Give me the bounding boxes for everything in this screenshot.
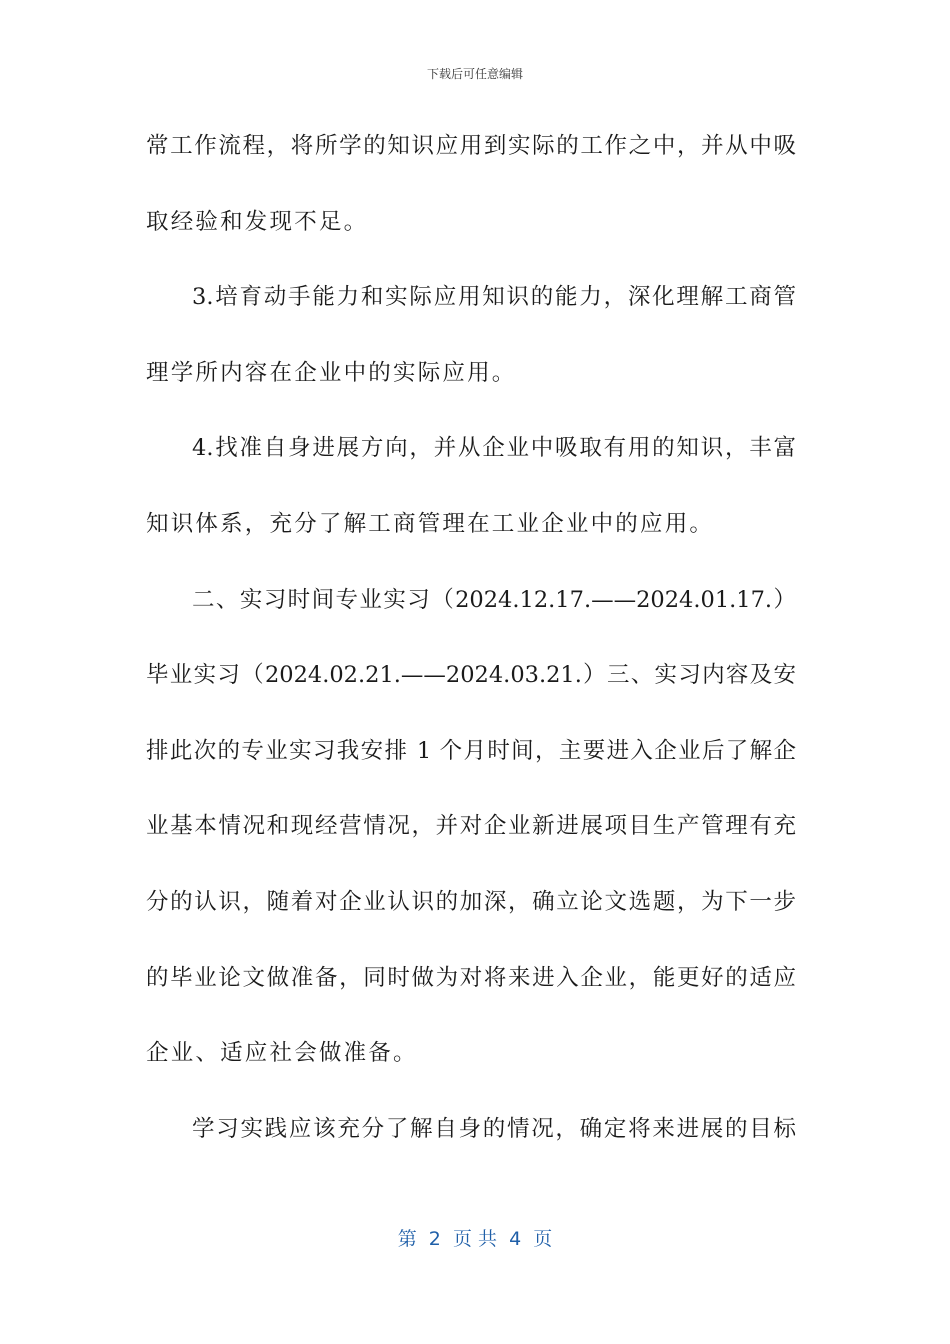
document-body (146, 120, 796, 1178)
text-line: 业基本情况和现经营情况，并对企业新进展项目生产管理有充 (146, 813, 796, 840)
page-number: 第 2 页 共 4 页 (397, 1228, 553, 1250)
text-line: 的毕业论文做准备，同时做为对将来进入企业，能更好的适应 (146, 964, 796, 991)
text-line: 4.找准自身进展方向，并从企业中吸取有用的知识，丰富 (192, 435, 796, 462)
text-line: 毕业实习（2024.02.21.——2024.03.21.）三、实习内容及安 (146, 662, 796, 689)
text-line: 3.培育动手能力和实际应用知识的能力，深化理解工商管 (192, 284, 796, 311)
text-line: 学习实践应该充分了解自身的情况，确定将来进展的目标 (192, 1115, 796, 1142)
text-line: 理学所内容在企业中的实际应用。 (146, 359, 517, 386)
text-line: 分的认识，随着对企业认识的加深，确立论文选题，为下一步 (146, 888, 796, 915)
text-line: 取经验和发现不足。 (146, 208, 369, 235)
page-header: 下载后可任意编辑 (426, 67, 523, 81)
page-footer (0, 1226, 950, 1252)
text-line: 知识体系，充分了解工商管理在工业企业中的应用。 (146, 510, 715, 537)
text-line: 排此次的专业实习我安排 1 个月时间，主要进入企业后了解企 (146, 737, 796, 764)
text-line: 二、实习时间专业实习（2024.12.17.——2024.01.17.） (192, 586, 796, 613)
text-line: 常工作流程，将所学的知识应用到实际的工作之中，并从中吸 (146, 133, 796, 159)
text-line: 企业、适应社会做准备。 (146, 1040, 418, 1067)
